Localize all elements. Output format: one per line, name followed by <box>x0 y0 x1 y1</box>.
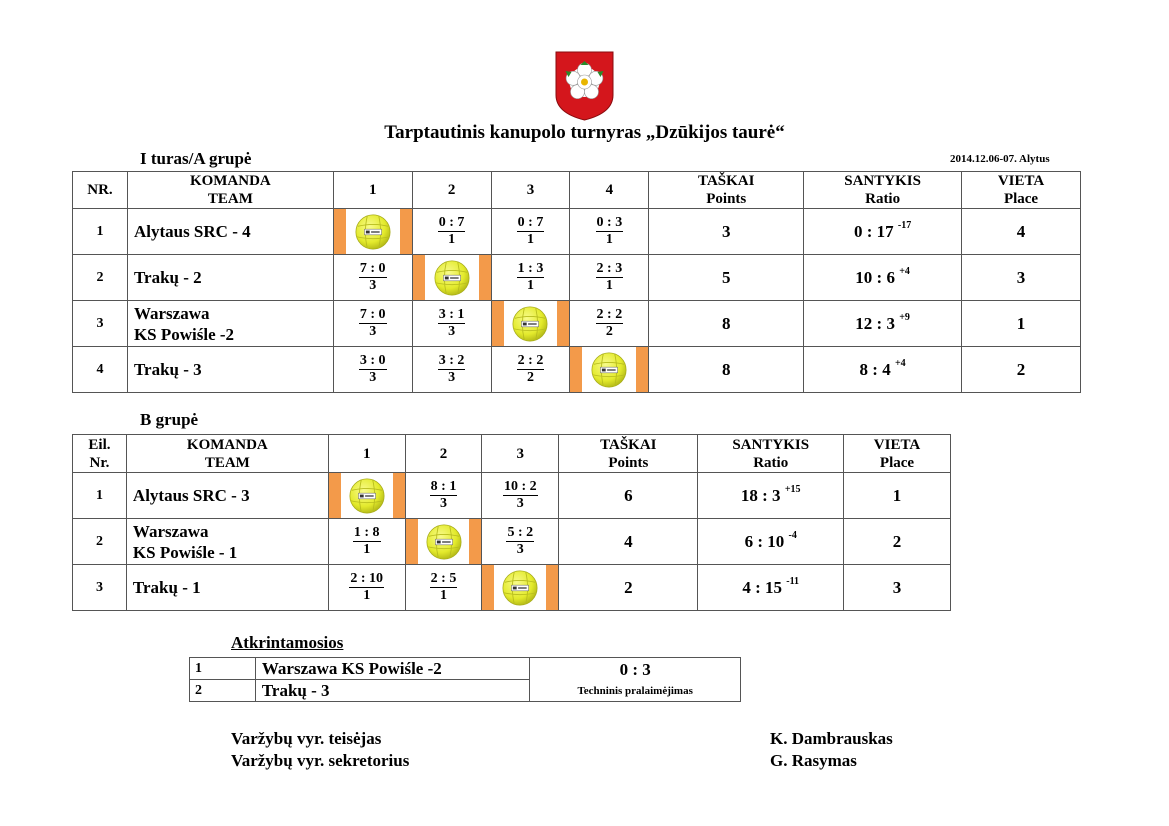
score-value: 2 : 2 <box>596 307 623 322</box>
ratio-cell <box>804 255 962 301</box>
row-number: 1 <box>73 473 127 519</box>
ratio-value: 0 : 17 <box>853 221 894 241</box>
nr-header-1: Eil. <box>88 436 111 453</box>
match-score <box>430 479 458 512</box>
ratio-header <box>804 172 962 209</box>
ratio-value: 6 : 10 <box>744 531 785 551</box>
orange-bar <box>400 209 412 254</box>
match-cell <box>482 473 559 519</box>
match-cell <box>328 565 405 611</box>
orange-bar <box>636 347 648 392</box>
col-header-3: 3 <box>491 172 570 209</box>
team-name <box>127 301 333 347</box>
team-name-line-2: KS Powiśle - 1 <box>132 542 238 562</box>
nr-header: NR. <box>73 172 128 209</box>
place-value: 1 <box>844 473 951 519</box>
goal-difference: -11 <box>786 575 800 587</box>
team-header-lt: KOMANDA <box>186 436 268 453</box>
match-cell <box>333 255 412 301</box>
goal-difference: +4 <box>899 265 910 277</box>
team-name <box>126 519 328 565</box>
knockout-table <box>189 657 741 702</box>
event-date: 2014.12.06-07. Alytus <box>950 153 1050 165</box>
score-value: 0 : 3 <box>596 215 623 230</box>
team-name <box>126 565 328 611</box>
group-a-heading: I turas/A grupė <box>140 149 252 168</box>
team-header-en: TEAM <box>207 191 253 207</box>
ratio-value: 8 : 4 <box>859 359 891 379</box>
place-header-en: Place <box>1003 191 1039 207</box>
team-row <box>73 565 951 611</box>
ratio-header-en: Ratio <box>865 191 901 207</box>
chief-secretary-name: G. Rasymas <box>770 751 857 770</box>
points-value: 8 <box>649 301 804 347</box>
points-header-en: Points <box>706 191 747 207</box>
self-match-cell <box>405 519 482 565</box>
team-name-line-1: Warszawa <box>133 303 210 323</box>
team-name-line-1: Alytaus SRC - 4 <box>133 222 251 241</box>
match-score <box>438 307 466 340</box>
score-points: 1 <box>605 278 613 293</box>
score-value: 0 : 7 <box>438 215 465 230</box>
points-header <box>649 172 804 209</box>
ratio-header-en: Ratio <box>753 454 789 471</box>
score-value: 8 : 1 <box>430 479 457 494</box>
team-row <box>73 209 1081 255</box>
score-value: 7 : 0 <box>359 307 386 322</box>
orange-bar <box>413 255 425 300</box>
goal-difference: +9 <box>899 311 910 323</box>
ratio-cell <box>804 301 962 347</box>
score-points: 1 <box>526 232 534 247</box>
score-value: 7 : 0 <box>359 261 386 276</box>
score-points: 3 <box>516 496 524 511</box>
place-header <box>962 172 1081 209</box>
match-cell <box>412 209 491 255</box>
score-value: 3 : 0 <box>359 353 386 368</box>
page-title: Tarptautinis kanupolo turnyras „Dzūkijos taurė“ <box>384 122 785 143</box>
score-points: 3 <box>369 324 377 339</box>
self-match-cell <box>491 301 570 347</box>
team-header-en: TEAM <box>204 454 250 471</box>
match-score <box>596 261 624 294</box>
col-header-2: 2 <box>405 435 482 473</box>
group-b-heading: B grupė <box>140 410 199 429</box>
goal-difference: +4 <box>894 357 906 369</box>
match-score <box>517 353 545 386</box>
knockout-nr: 2 <box>190 680 256 702</box>
nr-header <box>73 435 127 473</box>
score-points: 1 <box>363 588 371 603</box>
knockout-score: 0 : 3 <box>619 660 651 679</box>
match-score <box>349 571 384 604</box>
match-cell <box>570 255 649 301</box>
ratio-cell <box>804 347 962 393</box>
team-name-line-1: Warszawa <box>132 521 209 541</box>
place-value: 3 <box>844 565 951 611</box>
orange-bar <box>469 519 481 564</box>
orange-bar <box>334 209 346 254</box>
team-row <box>73 473 951 519</box>
score-value: 10 : 2 <box>503 479 537 494</box>
match-score <box>506 525 534 558</box>
self-match-cell <box>412 255 491 301</box>
match-cell <box>333 347 412 393</box>
orange-bar <box>406 519 418 564</box>
score-points: 3 <box>440 496 447 511</box>
team-name-line-1: Trakų - 2 <box>133 268 202 287</box>
team-row <box>73 255 1081 301</box>
score-points: 1 <box>448 232 456 247</box>
score-points: 3 <box>369 370 377 385</box>
score-value: 2 : 5 <box>430 571 457 586</box>
self-match-cell <box>333 209 412 255</box>
match-score <box>359 261 387 294</box>
self-match-cell <box>482 565 559 611</box>
match-cell <box>570 301 649 347</box>
ratio-cell <box>698 519 844 565</box>
score-points: 3 <box>448 370 456 385</box>
water-polo-ball-icon <box>511 305 549 343</box>
knockout-heading: Atkrintamosios <box>231 633 344 652</box>
match-score <box>353 525 381 558</box>
score-points: 2 <box>526 370 534 385</box>
chief-judge-role: Varžybų vyr. teisėjas <box>231 729 382 748</box>
col-header-3: 3 <box>482 435 559 473</box>
place-value: 2 <box>844 519 951 565</box>
score-points: 3 <box>516 542 524 557</box>
self-match-cell <box>328 473 405 519</box>
officials-names <box>770 728 893 772</box>
match-score <box>430 571 458 604</box>
water-polo-ball-icon <box>348 477 386 515</box>
points-value: 3 <box>649 209 804 255</box>
team-name <box>126 473 328 519</box>
row-number: 1 <box>73 209 128 255</box>
match-score <box>359 307 387 340</box>
match-score <box>359 353 387 386</box>
chief-secretary-role: Varžybų vyr. sekretorius <box>231 751 410 770</box>
match-score <box>517 261 545 294</box>
officials-roles <box>231 728 409 772</box>
match-cell <box>491 209 570 255</box>
team-name-line-1: Trakų - 1 <box>132 578 201 597</box>
match-cell <box>482 519 559 565</box>
team-row <box>73 301 1081 347</box>
score-value: 5 : 2 <box>507 525 534 540</box>
group-b-table <box>72 434 951 611</box>
score-points: 1 <box>363 542 371 557</box>
score-points: 3 <box>448 324 456 339</box>
match-cell <box>491 347 570 393</box>
col-header-1: 1 <box>333 172 412 209</box>
team-header-lt: KOMANDA <box>189 173 271 189</box>
match-score <box>596 307 624 340</box>
ratio-value: 12 : 3 <box>855 313 895 333</box>
row-number: 2 <box>73 519 127 565</box>
team-row <box>73 347 1081 393</box>
ratio-cell <box>698 565 844 611</box>
place-header-lt: VIETA <box>997 173 1045 189</box>
knockout-result <box>530 658 741 702</box>
score-points: 3 <box>369 278 377 293</box>
row-number: 4 <box>73 347 128 393</box>
team-row <box>73 519 951 565</box>
place-header-lt: VIETA <box>873 436 921 453</box>
water-polo-ball-icon <box>354 213 392 251</box>
team-header <box>126 435 328 473</box>
match-cell <box>405 565 482 611</box>
water-polo-ball-icon <box>590 351 628 389</box>
score-value: 3 : 1 <box>438 307 465 322</box>
score-points: 1 <box>440 588 447 603</box>
score-value: 2 : 3 <box>596 261 623 276</box>
match-score <box>503 479 538 512</box>
goal-difference: -4 <box>788 529 797 541</box>
chief-judge-name: K. Dambrauskas <box>770 729 893 748</box>
team-name-line-2: KS Powiśle -2 <box>133 324 235 344</box>
score-points: 1 <box>605 232 613 247</box>
ratio-cell <box>698 473 844 519</box>
score-value: 1 : 3 <box>517 261 544 276</box>
match-cell <box>405 473 482 519</box>
knockout-note: Techninis pralaimėjimas <box>577 685 693 697</box>
points-header-en: Points <box>608 454 649 471</box>
match-cell <box>328 519 405 565</box>
col-header-4: 4 <box>570 172 649 209</box>
team-name-line-1: Trakų - 3 <box>133 360 202 379</box>
points-value: 4 <box>559 519 698 565</box>
match-score <box>517 215 545 248</box>
place-header <box>844 435 951 473</box>
ratio-header-lt: SANTYKIS <box>732 436 810 453</box>
orange-bar <box>492 301 504 346</box>
ratio-value: 18 : 3 <box>740 485 781 505</box>
orange-bar <box>329 473 341 518</box>
score-value: 1 : 8 <box>353 525 380 540</box>
match-cell <box>491 255 570 301</box>
orange-bar <box>482 565 494 610</box>
goal-difference: +15 <box>784 483 801 495</box>
match-score <box>438 215 466 248</box>
row-number: 3 <box>73 565 127 611</box>
row-number: 3 <box>73 301 128 347</box>
place-value: 4 <box>962 209 1081 255</box>
team-header <box>127 172 333 209</box>
points-value: 8 <box>649 347 804 393</box>
points-header-lt: TAŠKAI <box>600 436 657 453</box>
match-cell <box>333 301 412 347</box>
score-value: 2 : 2 <box>517 353 544 368</box>
ratio-cell <box>804 209 962 255</box>
coat-of-arms-icon <box>555 51 614 121</box>
knockout-team: Trakų - 3 <box>255 680 530 702</box>
orange-bar <box>393 473 405 518</box>
orange-bar <box>546 565 558 610</box>
team-name-line-1: Alytaus SRC - 3 <box>132 486 250 505</box>
knockout-nr: 1 <box>190 658 256 680</box>
goal-difference: -17 <box>897 219 912 231</box>
water-polo-ball-icon <box>501 569 539 607</box>
ratio-value: 10 : 6 <box>855 267 895 287</box>
team-name <box>127 209 333 255</box>
ratio-header-lt: SANTYKIS <box>844 173 921 189</box>
place-value: 3 <box>962 255 1081 301</box>
match-cell <box>570 209 649 255</box>
points-value: 2 <box>559 565 698 611</box>
col-header-2: 2 <box>412 172 491 209</box>
water-polo-ball-icon <box>425 523 463 561</box>
knockout-team: Warszawa KS Powiśle -2 <box>255 658 530 680</box>
points-value: 6 <box>559 473 698 519</box>
nr-header-2: Nr. <box>89 454 110 471</box>
match-cell <box>412 347 491 393</box>
group-a-table <box>72 171 1081 393</box>
match-score <box>438 353 466 386</box>
group-a-header-row <box>73 172 1081 209</box>
place-header-en: Place <box>879 454 915 471</box>
points-header <box>559 435 698 473</box>
orange-bar <box>570 347 582 392</box>
orange-bar <box>479 255 491 300</box>
place-value: 1 <box>962 301 1081 347</box>
group-b-header-row <box>73 435 951 473</box>
team-name <box>127 255 333 301</box>
knockout-row <box>190 658 741 680</box>
points-value: 5 <box>649 255 804 301</box>
score-points: 1 <box>526 278 534 293</box>
points-header-lt: TAŠKAI <box>698 173 755 189</box>
ratio-header <box>698 435 844 473</box>
orange-bar <box>557 301 569 346</box>
ratio-value: 4 : 15 <box>742 577 783 597</box>
place-value: 2 <box>962 347 1081 393</box>
score-value: 2 : 10 <box>350 571 384 586</box>
row-number: 2 <box>73 255 128 301</box>
self-match-cell <box>570 347 649 393</box>
team-name <box>127 347 333 393</box>
score-value: 3 : 2 <box>438 353 465 368</box>
water-polo-ball-icon <box>433 259 471 297</box>
match-score <box>596 215 624 248</box>
match-cell <box>412 301 491 347</box>
col-header-1: 1 <box>328 435 405 473</box>
score-points: 2 <box>605 324 613 339</box>
score-value: 0 : 7 <box>517 215 544 230</box>
